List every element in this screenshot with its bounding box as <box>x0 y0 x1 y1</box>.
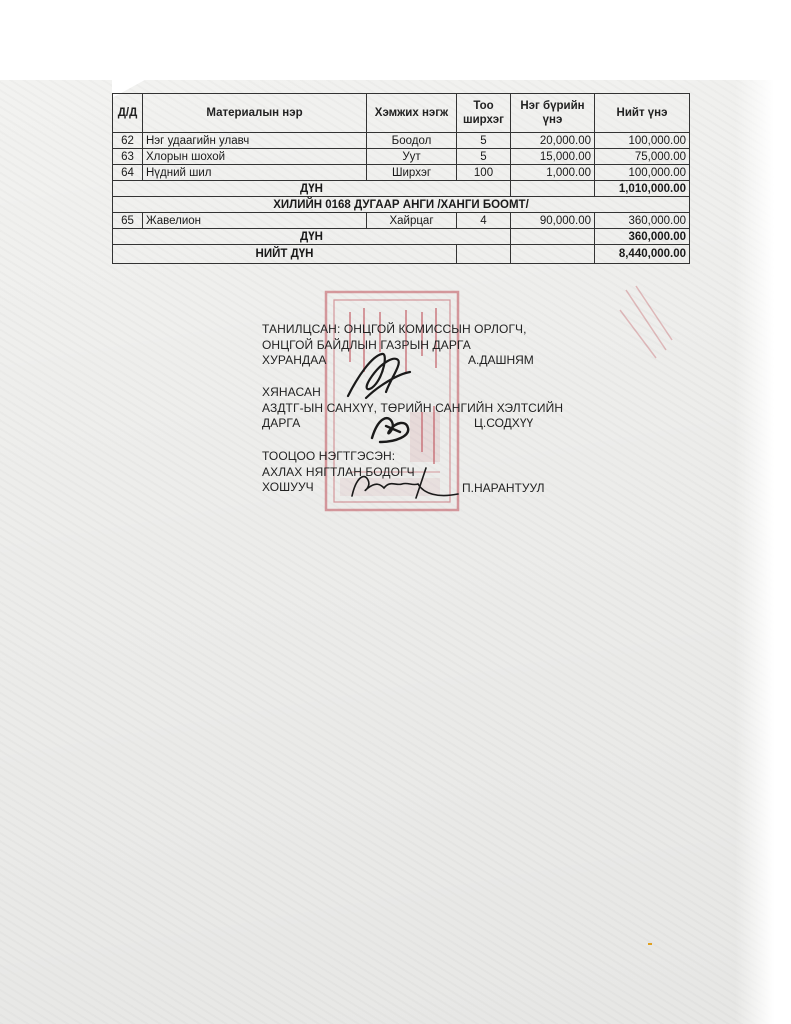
subtotal-value: 360,000.00 <box>595 229 690 245</box>
subtotal-empty-cell <box>511 181 595 197</box>
subtotal-label: ДҮН <box>113 181 511 197</box>
header-no: Д/Д <box>113 94 143 133</box>
row-qty: 100 <box>457 165 511 181</box>
acknowledged-line-3: ХУРАНДАА <box>262 353 327 367</box>
row-price: 90,000.00 <box>511 213 595 229</box>
calculated-name: П.НАРАНТУУЛ <box>462 481 545 495</box>
table-header-row <box>113 94 690 133</box>
grand-total-row <box>113 245 690 264</box>
grand-total-label: НИЙТ ДҮН <box>113 245 457 264</box>
section-title-row <box>113 197 690 213</box>
calculated-line-1: ТООЦОО НЭГТГЭСЭН: <box>262 449 396 463</box>
grand-total-empty-cell <box>511 245 595 264</box>
row-price: 15,000.00 <box>511 149 595 165</box>
grand-total-value: 8,440,000.00 <box>595 245 690 264</box>
acknowledged-line-1: ТАНИЛЦСАН: ОНЦГОЙ КОМИССЫН ОРЛОГЧ, <box>262 322 527 336</box>
materials-table <box>112 93 690 264</box>
row-total: 100,000.00 <box>595 133 690 149</box>
row-unit: Ширхэг <box>367 165 457 181</box>
row-no: 62 <box>113 133 143 149</box>
row-total: 360,000.00 <box>595 213 690 229</box>
row-qty: 5 <box>457 133 511 149</box>
row-name: Нүдний шил <box>143 165 367 181</box>
row-price: 1,000.00 <box>511 165 595 181</box>
row-qty: 5 <box>457 149 511 165</box>
reviewed-line-1: ХЯНАСАН <box>262 385 321 399</box>
row-unit: Уут <box>367 149 457 165</box>
header-quantity: Тоо ширхэг <box>457 94 511 133</box>
subtotal-row <box>113 181 690 197</box>
acknowledged-name: А.ДАШНЯМ <box>468 353 534 367</box>
row-no: 64 <box>113 165 143 181</box>
table-row <box>113 213 690 229</box>
calculated-line-2: АХЛАХ НЯГТЛАН БОДОГЧ <box>262 464 415 479</box>
subtotal-label: ДҮН <box>113 229 511 245</box>
table-row <box>113 133 690 149</box>
grand-total-empty-cell <box>457 245 511 264</box>
scan-speck <box>648 943 652 945</box>
edge-stamp-icon <box>616 280 676 360</box>
page-right-edge <box>735 0 791 1024</box>
row-no: 65 <box>113 213 143 229</box>
subtotal-empty-cell <box>511 229 595 245</box>
section-title: ХИЛИЙН 0168 ДУГААР АНГИ /ХАНГИ БООМТ/ <box>113 197 690 213</box>
signature-3-icon <box>346 464 466 504</box>
row-no: 63 <box>113 149 143 165</box>
row-name: Жавелион <box>143 213 367 229</box>
header-material-name: Материалын нэр <box>143 94 367 133</box>
row-price: 20,000.00 <box>511 133 595 149</box>
table-row <box>113 149 690 165</box>
row-total: 100,000.00 <box>595 165 690 181</box>
subtotal-row <box>113 229 690 245</box>
page-top-margin <box>0 0 791 80</box>
acknowledged-line-2: ОНЦГОЙ БАЙДЛЫН ГАЗРЫН ДАРГА <box>262 337 471 352</box>
reviewed-name: Ц.СОДХҮҮ <box>474 416 534 430</box>
header-total: Нийт үнэ <box>595 94 690 133</box>
calculated-line-3: ХОШУУЧ <box>262 480 314 494</box>
reviewed-line-2: АЗДТГ-ЫН САНХҮҮ, ТӨРИЙН САНГИЙН ХЭЛТСИЙН <box>262 400 564 415</box>
row-qty: 4 <box>457 213 511 229</box>
row-unit: Боодол <box>367 133 457 149</box>
row-unit: Хайрцаг <box>367 213 457 229</box>
subtotal-value: 1,010,000.00 <box>595 181 690 197</box>
row-total: 75,000.00 <box>595 149 690 165</box>
row-name: Хлорын шохой <box>143 149 367 165</box>
signature-2-icon <box>366 408 416 448</box>
header-unit-price: Нэг бүрийн үнэ <box>511 94 595 133</box>
table-row <box>113 165 690 181</box>
header-unit: Хэмжих нэгж <box>367 94 457 133</box>
row-name: Нэг удаагийн улавч <box>143 133 367 149</box>
reviewed-line-3: ДАРГА <box>262 416 301 430</box>
